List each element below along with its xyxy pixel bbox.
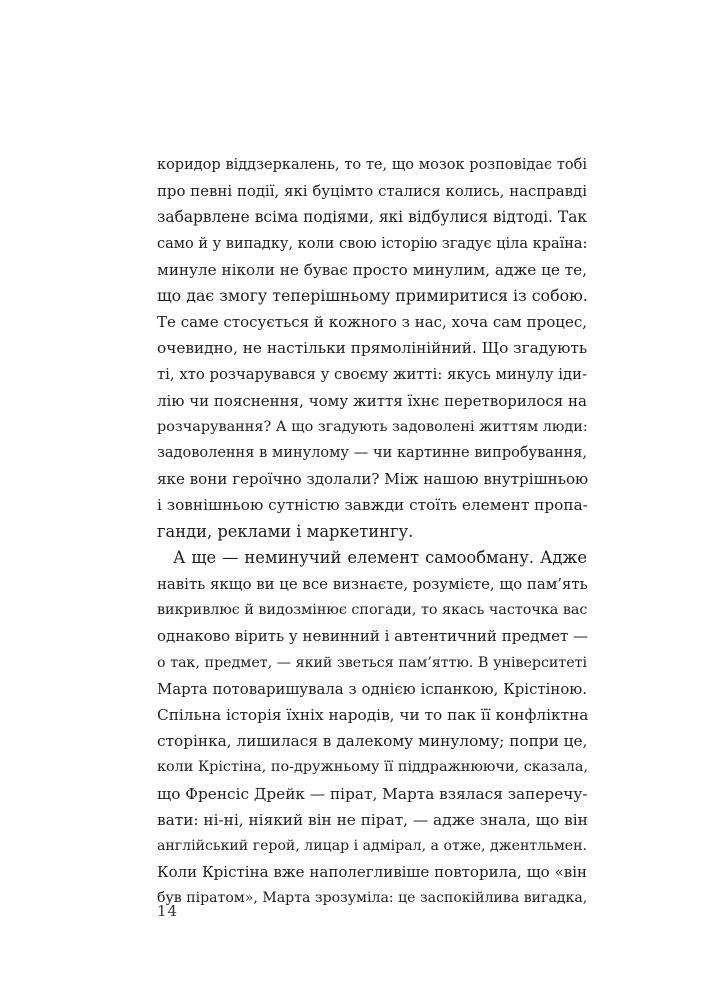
text-line: о так, предмет, — який зветься пам’яттю. В університеті [157, 654, 587, 671]
text-line: що Френсіс Дрейк — пірат, Марта взялася заперечу- [157, 784, 588, 803]
text-line: минуле ніколи не буває просто минулим, адже це те, [157, 260, 587, 279]
text-line: яке вони героїчно здолали? Між нашою внутрішньою [157, 470, 589, 489]
text-line: очевидно, не настільки прямолінійний. Що згадують [157, 339, 588, 358]
text-line: само й у випадку, коли свою історію згадує ціла країна: [157, 235, 588, 252]
text-line: Коли Крістіна вже наполегливіше повторила, що «він [157, 863, 587, 882]
text-line: Спільна історія їхніх народів, чи то пак її конфліктна [157, 705, 589, 724]
text-line: лію чи пояснення, чому життя їхнє перетворилося на [157, 391, 587, 410]
text-line: Марта потоваришувала з однією іспанкою, Крістіною. [157, 679, 587, 698]
text-line: коли Крістіна, по-дружньому її піддражнюючи, сказала, [157, 759, 589, 776]
text-line: англійський герой, лицар і адмірал, а отже, джентльмен. [157, 837, 587, 854]
text-line: ті, хто розчарувався у своєму житті: якусь минулу іди- [157, 365, 587, 383]
text-line: Те саме стосується й кожного з нас, хоча сам процес, [157, 313, 587, 332]
body-text [157, 152, 587, 911]
text-line: був піратом», Марта зрозуміла: це заспокійлива вигадка, [157, 890, 588, 907]
text-line: навіть якщо ви це все визнаєте, розумієте, що пам’ять [157, 575, 588, 593]
page-number: 14 [157, 902, 179, 920]
text-line: ганди, реклами і маркетингу. [157, 521, 414, 541]
text-line: сторінка, лишилася в далекому минулому; попри це, [157, 732, 588, 751]
text-line: розчарування? А що згадують задоволені життям люди: [157, 418, 588, 435]
text-line: забарвлене всіма подіями, які відбулися відтоді. Так [157, 208, 587, 227]
text-line: і зовнішньою сутністю завжди стоїть елемент пропа- [157, 496, 588, 515]
text-line: коридор віддзеркалень, то те, що мозок розповідає тобі [157, 157, 587, 173]
text-line: про певні події, які буцімто сталися колись, насправді [157, 182, 587, 201]
text-line: що дає змогу теперішньому примиритися із собою. [157, 285, 588, 305]
paragraph-1 [157, 152, 587, 545]
text-line: викривлює й видозмінює спогади, то якась часточка вас [157, 602, 588, 619]
paragraph-2 [157, 545, 587, 912]
text-line: А ще — неминучий елемент самообману. Адже [173, 547, 587, 567]
text-line: задоволення в минулому — чи картинне випробування, [157, 445, 587, 462]
text-line: вати: ні-ні, ніякий він не пірат, — адже знала, що він [157, 810, 588, 829]
text-line: однаково вірить у невинний і автентичний предмет — [157, 627, 589, 646]
